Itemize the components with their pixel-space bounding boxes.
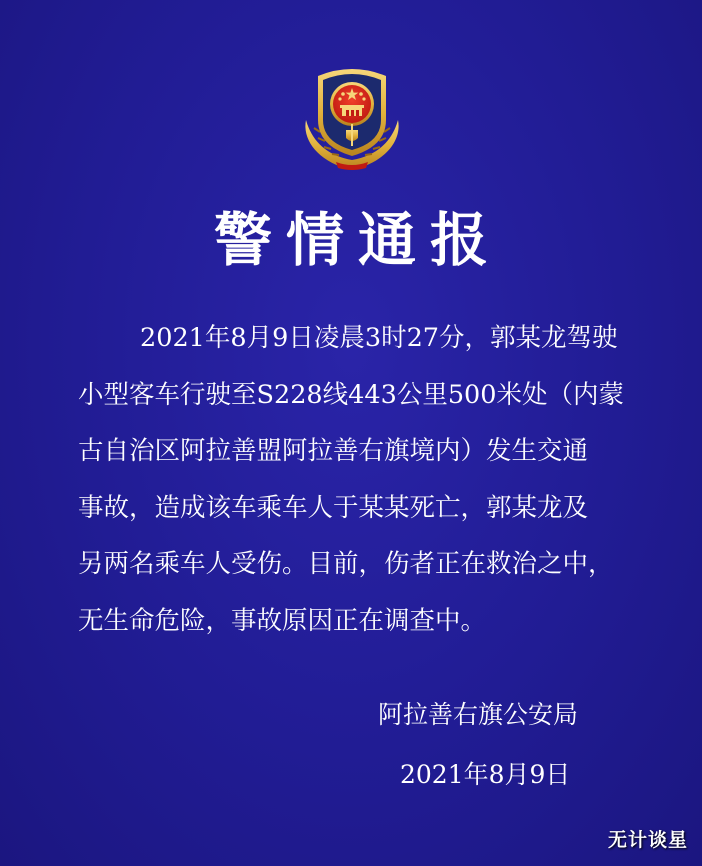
police-emblem-icon	[296, 58, 408, 174]
body-line: 事故，造成该车乘车人于某某死亡，郭某龙及	[78, 492, 589, 523]
body-line: 另两名乘车人受伤。目前，伤者正在救治之中，	[78, 549, 614, 579]
issuing-agency: 阿拉善右旗公安局	[378, 700, 579, 729]
notice-body	[78, 310, 626, 649]
notice-title: 警情通报	[213, 206, 502, 274]
watermark: 无计谈星	[607, 829, 688, 851]
body-line: 2021年8月9日凌晨3时27分，郭某龙驾驶	[140, 323, 618, 353]
body-line: 古自治区阿拉善盟阿拉善右旗境内）发生交通	[78, 436, 589, 466]
body-line: 无生命危险，事故原因正在调查中。	[78, 605, 487, 636]
body-line: 小型客车行驶至S228线443公里500米处（内蒙	[78, 379, 624, 410]
issue-date: 2021年8月9日	[400, 760, 571, 789]
